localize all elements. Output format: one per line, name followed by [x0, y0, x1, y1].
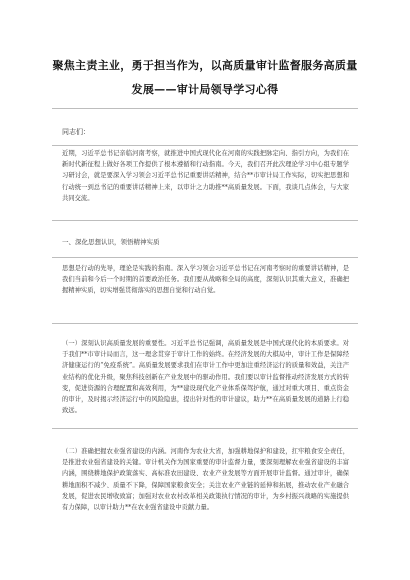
- subsection-paragraph-1: （一）深刻认识高质量发展的重要性。习近平总书记强调，高质量发展是中国式现代化的本质要求。对于我们**市审计局而言，这一理念贯穿于审计工作的始终。在经济发展的大棋局中，审计工作是保障经济健康运行的“免疫系统”。高质量发展要求我们在审计工作中更加注重经济运行的质量和效益，关注产业结构的优化升级，聚焦科技创新在产业发展中的驱动作用。我们要以审计监督推动经济发展方式的转变，促进资源的合理配置和高效利用，为**建设现代化产业体系保驾护航，通过对重大项目、重点资金的审计，及时揭示经济运行中的风险隐患，提出针对性的审计建议，助力**在高质量发展的道路上行稳致远。: [62, 340, 349, 415]
- subsection-paragraph-2: （二）准确把握农业强省建设的内涵。河南作为农业大省，加强耕地保护和建设，扛牢粮食安全责任，是推进农业强省建设的关键。审计机关作为国家重要的审计监督力量，要深刻理解农业强省建设的丰富内涵，围绕耕地保护政策落实、高标准农田建设、农业产业发展等方面开展审计监督。通过审计，确保耕地面积不减少、质量不下降，保障国家粮食安全；关注农业产业链的延伸和拓展，推动农业产业融合发展，促进农民增收致富；加强对农业农村改革相关政策执行情况的审计，为乡村振兴战略的实施提供有力保障，以审计助力**在农业强省建设中贡献力量。: [62, 448, 349, 512]
- paragraph-divider: [52, 323, 358, 324]
- document-title-line-2: 发展——审计局领导学习心得: [131, 83, 279, 96]
- intro-paragraph: 近期，习近平总书记亲临河南考察，就推进中国式现代化在河南的实践把脉定向、指引方向，为我们在新时代新征程上做好各项工作提供了根本遵循和行动指南。今天，我们召开此次理论学习中心组专题学习研讨会，就是要深入学习领会习近平总书记重要讲话精神，结合**市审计局工作实际，切实把思想和行动统一到总书记的重要讲话精神上来，以审计之力助推**高质量发展。下面，我谈几点体会，与大家共同交流。: [62, 150, 349, 202]
- salutation: 同志们：: [62, 128, 90, 136]
- body-paragraph: 思想是行动的先导，理论是实践的指南。深入学习领会习近平总书记在河南考察时的重要讲话精神，是我们当前和今后一个时期的首要政治任务。我们要从战略和全局的高度，深刻认识其重大意义，准确把握精神实质，切实增强贯彻落实的思想自觉和行动自觉。: [62, 265, 349, 295]
- title-divider: [52, 108, 358, 109]
- heading-divider: [52, 257, 358, 258]
- intro-divider: [52, 220, 358, 221]
- section-heading: 一、深化思想认识，领悟精神实质: [62, 238, 160, 246]
- salutation-divider: [52, 145, 358, 146]
- subsection-divider: [52, 428, 358, 429]
- document-title-line-1: 聚焦主责主业，勇于担当作为，以高质量审计监督服务高质量: [52, 59, 358, 72]
